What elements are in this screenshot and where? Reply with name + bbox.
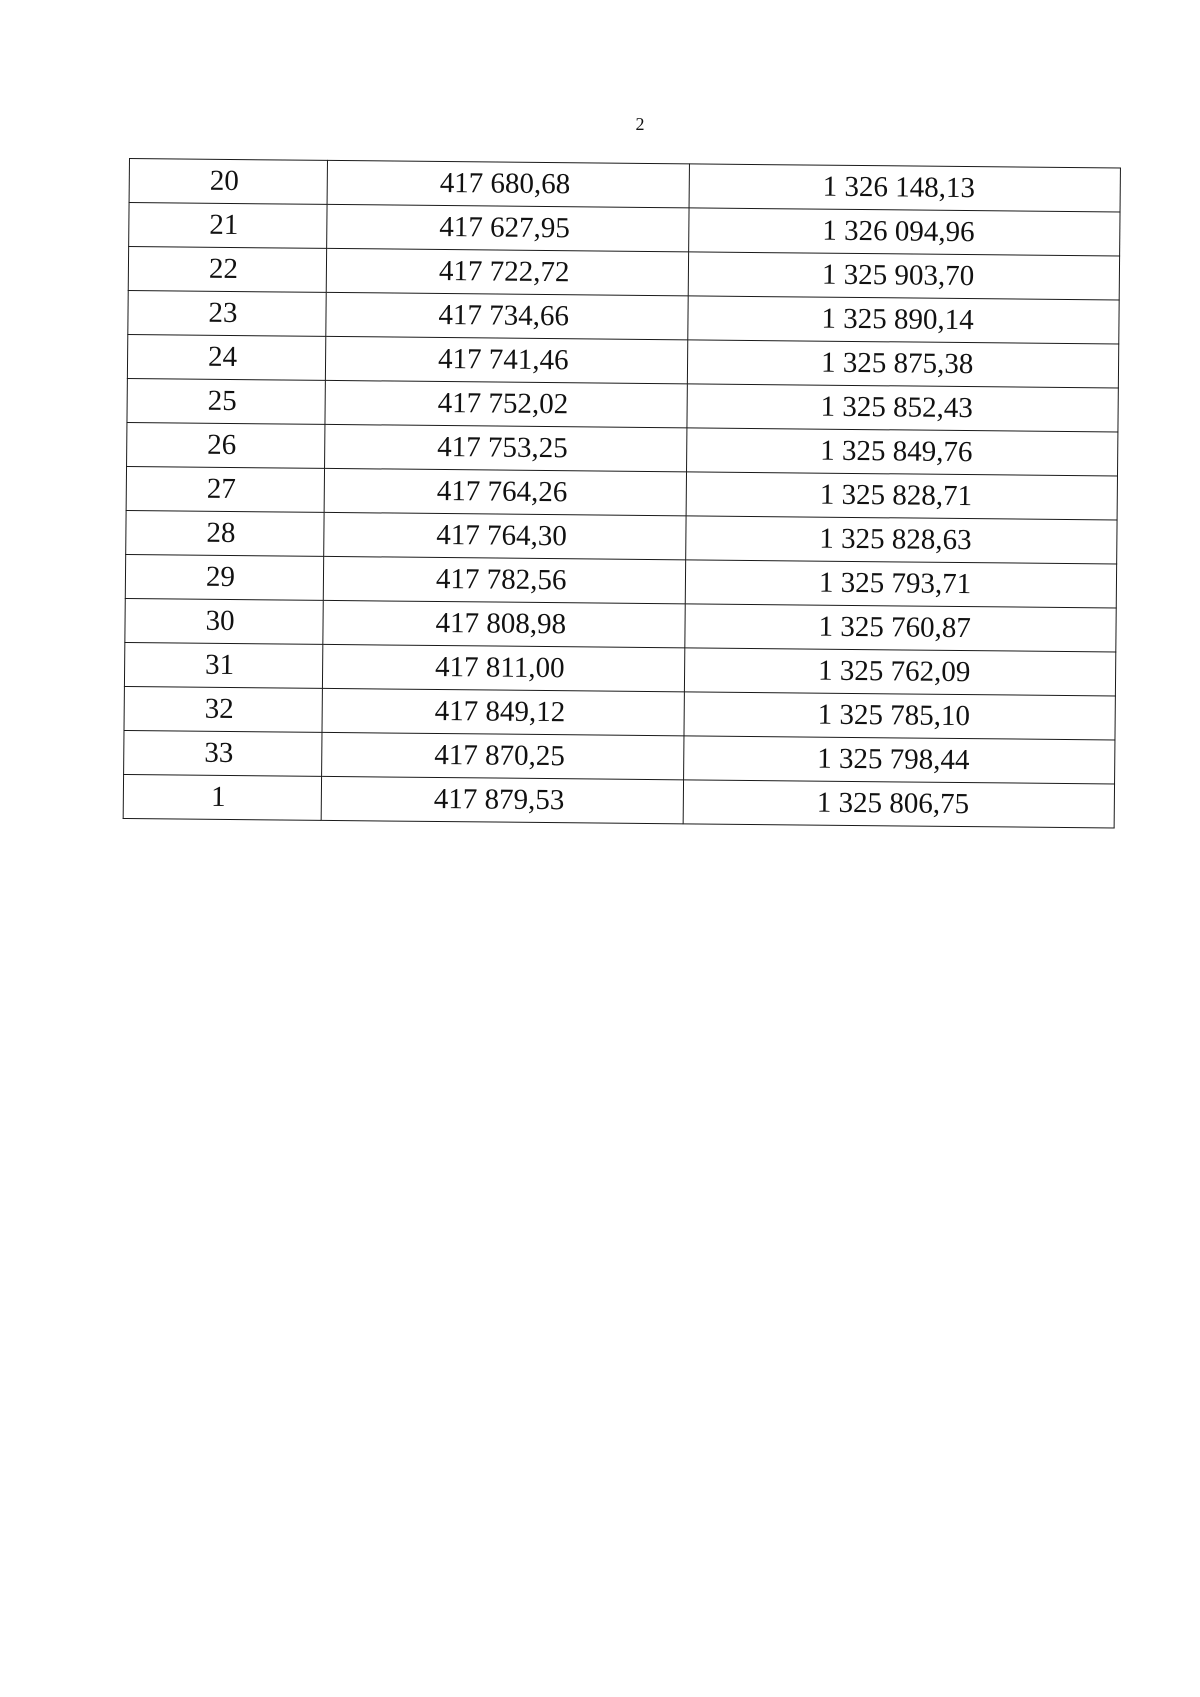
page-number: 2 — [635, 114, 645, 134]
y-coordinate-cell: 1 326 094,96 — [689, 208, 1120, 256]
y-coordinate-cell: 1 325 852,43 — [687, 384, 1118, 432]
x-coordinate-cell: 417 741,46 — [325, 336, 687, 383]
point-number-cell: 22 — [128, 247, 326, 293]
x-coordinate-cell: 417 752,02 — [325, 380, 687, 427]
x-coordinate-cell: 417 764,26 — [324, 468, 686, 515]
y-coordinate-cell: 1 325 828,63 — [686, 516, 1117, 564]
y-coordinate-cell: 1 325 806,75 — [683, 780, 1114, 828]
point-number-cell: 25 — [127, 378, 325, 424]
y-coordinate-cell: 1 325 849,76 — [687, 428, 1118, 476]
y-coordinate-cell: 1 325 762,09 — [684, 648, 1115, 696]
y-coordinate-cell: 1 326 148,13 — [689, 164, 1120, 212]
x-coordinate-cell: 417 627,95 — [327, 204, 689, 251]
point-number-cell: 23 — [128, 290, 326, 336]
x-coordinate-cell: 417 811,00 — [322, 644, 684, 691]
point-number-cell: 30 — [125, 598, 323, 644]
x-coordinate-cell: 417 734,66 — [326, 292, 688, 339]
y-coordinate-cell: 1 325 798,44 — [684, 736, 1115, 784]
point-number-cell: 29 — [125, 554, 323, 600]
point-number-cell: 26 — [127, 422, 325, 468]
x-coordinate-cell: 417 722,72 — [326, 248, 688, 295]
coordinates-table — [123, 158, 1121, 828]
x-coordinate-cell: 417 680,68 — [327, 160, 689, 207]
x-coordinate-cell: 417 808,98 — [323, 600, 685, 647]
point-number-cell: 28 — [126, 510, 324, 556]
point-number-cell: 20 — [129, 159, 327, 205]
y-coordinate-cell: 1 325 903,70 — [688, 252, 1119, 300]
x-coordinate-cell: 417 782,56 — [323, 556, 685, 603]
point-number-cell: 27 — [126, 466, 324, 512]
point-number-cell: 31 — [124, 642, 322, 688]
x-coordinate-cell: 417 849,12 — [322, 688, 684, 735]
table-row — [123, 774, 1114, 828]
y-coordinate-cell: 1 325 793,71 — [685, 560, 1116, 608]
y-coordinate-cell: 1 325 785,10 — [684, 692, 1115, 740]
y-coordinate-cell: 1 325 760,87 — [685, 604, 1116, 652]
point-number-cell: 1 — [123, 774, 321, 820]
y-coordinate-cell: 1 325 828,71 — [686, 472, 1117, 520]
x-coordinate-cell: 417 764,30 — [324, 512, 686, 559]
y-coordinate-cell: 1 325 875,38 — [687, 340, 1118, 388]
point-number-cell: 33 — [124, 730, 322, 776]
x-coordinate-cell: 417 879,53 — [321, 776, 683, 823]
y-coordinate-cell: 1 325 890,14 — [688, 296, 1119, 344]
x-coordinate-cell: 417 753,25 — [325, 424, 687, 471]
x-coordinate-cell: 417 870,25 — [322, 732, 684, 779]
point-number-cell: 21 — [129, 203, 327, 249]
point-number-cell: 32 — [124, 686, 322, 732]
point-number-cell: 24 — [127, 334, 325, 380]
